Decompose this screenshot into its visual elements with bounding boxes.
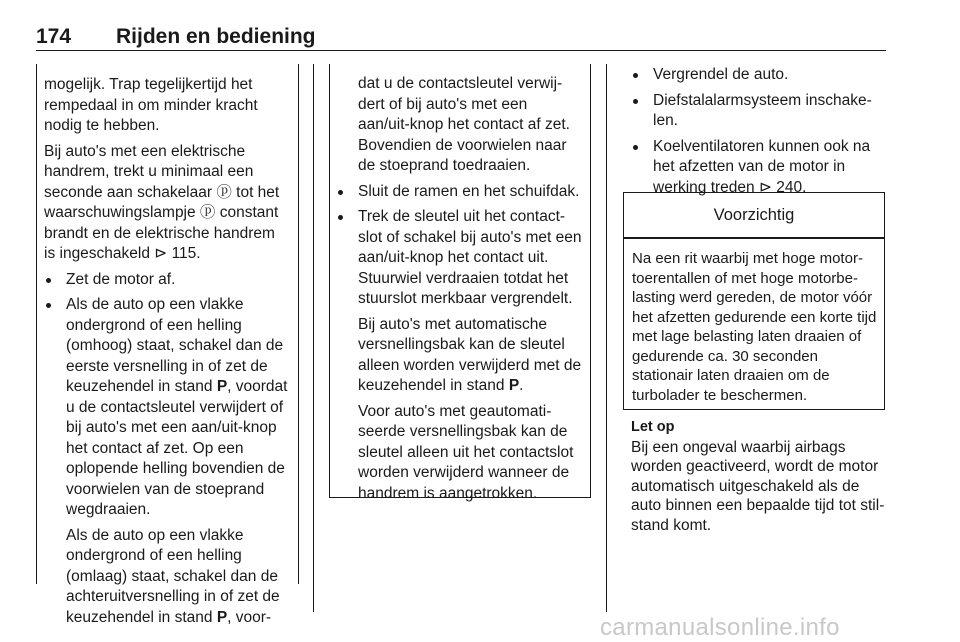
gear-p-label: P xyxy=(216,608,228,626)
column1-right-rule xyxy=(298,64,299,584)
downhill-text-cont: , voor- xyxy=(227,608,272,626)
list-item-remove-key xyxy=(336,207,582,504)
electric-handbrake-paragraph: Bij auto's met een elektrische handrem, trekt u minimaal een seconde aan schakelaar ⓟ tot het waarschuwingslampje ⓟ constant brandt en de elektrische handrem is ingeschakeld ⊳ 115. xyxy=(44,142,280,262)
list-item-engine-off: Zet de motor af. xyxy=(44,270,290,291)
column1-left-rule xyxy=(36,64,37,584)
remove-key-text: Trek de sleutel uit het contactslot of schakel bij auto's met een aan/uit-knop het contact uit. Stuurwiel verdraaien totdat het stuurslot merkbaar vergrendelt. xyxy=(358,208,582,307)
automatic-transmission-paragraph xyxy=(358,315,582,397)
semi-automatic-paragraph: Voor auto's met geautomatiseerde versnellingsbak kan de sleutel alleen uit het contactslot worden verwijderd wanneer de handrem is aangetrokken. xyxy=(358,402,574,502)
column-1 xyxy=(44,75,290,633)
caution-title: Voorzichtig xyxy=(713,205,795,224)
note-block xyxy=(631,418,889,535)
list-item-uphill xyxy=(44,295,290,628)
bullet-list xyxy=(336,182,582,505)
column-2 xyxy=(336,74,582,509)
downhill-text: Als de auto op een vlakke ondergrond of een helling (omlaag) staat, schakel dan de achteruitversnelling in of zet de keuzehendel in stand xyxy=(66,526,280,626)
auto-trans-text-cont: . xyxy=(519,377,524,394)
uphill-text: Als de auto op een vlakke ondergrond of een helling (omhoog) staat, schakel dan de eerste versnelling in of zet de keuzehendel in stand xyxy=(66,296,284,395)
watermark-text: carmanualsonline.info xyxy=(600,614,840,641)
uphill-text-cont: , voordat u de contactsleutel verwijdert of bij auto's met een aan/uit-knop het contact af zet. Op een oplopende helling bovendien de voorwielen van de stoeprand wegdraaien. xyxy=(66,378,288,518)
bullet-list xyxy=(44,270,290,629)
bullet-list xyxy=(631,65,889,198)
continued-paragraph: mogelijk. Trap tegelijkertijd het rempedaal in om minder kracht nodig te hebben. xyxy=(44,76,258,134)
caution-text: Na een rit waarbij met hoge motortoerentallen of met hoge motorbelasting werd gereden, de motor vóór het afzetten gedurende een korte tijd met lage belasting laten draaien of gedurende ca. 30 seconden stationair laten draaien om de turbolader te beschermen. xyxy=(632,250,877,404)
note-text: Bij een ongeval waarbij airbags worden geactiveerd, wordt de motor automatisch uitgeschakeld als de auto binnen een bepaalde tijd tot stilstand komt. xyxy=(631,438,885,534)
continued-paragraph: dat u de contactsleutel verwijdert of bij auto's met een aan/uit-knop het contact af zet. Bovendien de voorwielen naar de stoeprand toedraaien. xyxy=(358,75,570,174)
column-divider-1 xyxy=(313,64,314,612)
note-title: Let op xyxy=(631,419,675,435)
gear-p-label: P xyxy=(216,378,228,395)
column-3 xyxy=(631,65,889,203)
column-divider-2 xyxy=(606,64,607,612)
caution-divider xyxy=(624,237,884,239)
list-item-fans: Koelventilatoren kunnen ook na het afzetten van de motor in werking treden ⊳ 240. xyxy=(631,137,889,199)
header-divider xyxy=(36,50,886,51)
downhill-paragraph xyxy=(66,526,290,629)
list-item-windows: Sluit de ramen en het schuifdak. xyxy=(336,182,582,203)
caution-box xyxy=(623,192,885,410)
page-number: 174 xyxy=(36,25,72,48)
page-title: Rijden en bediening xyxy=(116,25,316,48)
gear-p-label: P xyxy=(508,377,520,394)
list-item-alarm: Diefstalalarmsysteem inschakelen. xyxy=(631,91,889,132)
list-item-lock: Vergrendel de auto. xyxy=(631,65,889,86)
auto-trans-text: Bij auto's met automatische versnellingsbak kan de sleutel alleen worden verwijderd met de keuzehendel in stand xyxy=(358,315,582,394)
